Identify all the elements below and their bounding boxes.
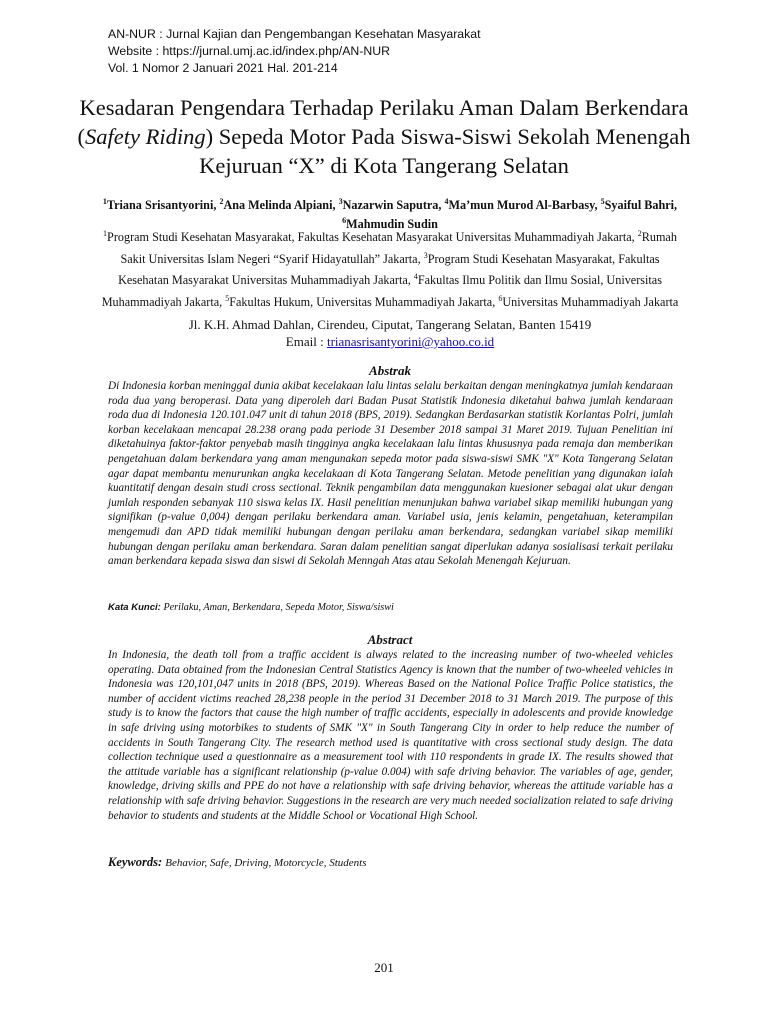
journal-name: AN-NUR : Jurnal Kajian dan Pengembangan Kesehatan Masyarakat xyxy=(108,27,481,41)
author-sup: 2 xyxy=(219,197,224,206)
affiliation-list xyxy=(95,225,685,311)
keywords-label: Keywords: xyxy=(108,855,166,869)
author-name: Nazarwin Saputra, xyxy=(342,198,445,213)
affiliation-text: Rumah Sakit Universitas Islam Negeri “Syarif Hidayatullah” Jakarta, xyxy=(120,230,677,266)
affiliation-text: Fakultas Ilmu Politik dan Ilmu Sosial, Universitas Muhammadiyah Jakarta, xyxy=(101,273,662,309)
author-sup: 6 xyxy=(342,216,347,226)
affiliation-text: Program Studi Kesehatan Masyarakat, Fakultas Kesehatan Masyarakat Universitas Muhammadiyah Jakarta, xyxy=(118,251,660,288)
affiliation-sup: 4 xyxy=(413,272,418,282)
author-name: Triana Srisantyorini, xyxy=(106,198,220,213)
kata-kunci-text: Perilaku, Aman, Berkendara, Sepeda Motor, Siswa/siswi xyxy=(163,602,394,613)
keywords xyxy=(108,855,673,870)
email-label: Email : xyxy=(285,334,327,349)
title-part-3: ) Sepeda Motor Pada Siswa-Siswi Sekolah Menengah Kejuruan “X” di Kota Tangerang Selatan xyxy=(199,124,691,178)
author-name: Mahmudin Sudin xyxy=(346,217,438,232)
affiliation-sup: 1 xyxy=(103,229,108,238)
title-part-2: Safety Riding xyxy=(84,124,206,149)
affiliation-text: Program Studi Kesehatan Masyarakat, Fakultas Kesehatan Masyarakat Universitas Muhammadiyah Jakarta, xyxy=(107,230,638,245)
kata-kunci-label: Kata Kunci: xyxy=(108,602,164,613)
abstrak-heading: Abstrak xyxy=(369,363,411,378)
affiliation-text: Universitas Muhammadiyah Jakarta xyxy=(502,294,679,309)
postal-address: Jl. K.H. Ahmad Dahlan, Cirendeu, Ciputat, Tangerang Selatan, Banten 15419 xyxy=(188,317,592,332)
abstract-body: In Indonesia, the death toll from a traffic accident is always related to the increasing number of two-wheeled vehicles operating. Data obtained from the Indonesian Central Statistics Agency is known that the number of two-wheeled vehicles in Indonesia was 120,101,047 units in 2018 (BPS, 2019). Whereas Based on the National Police Traffic Police statistics, the number of accident victims reached 28,238 people in the period 31 December 2018 to 31 March 2019. The purpose of this study is to know the factors that cause the high number of traffic accidents, especially in adolescents and provide knowledge in safe driving using motorbikes to students of SMK "X" in South Tangerang City in order to help reduce the number of accidents in South Tangerang City. The research method used is quantitative with cross sectional study design. The data collection technique used a questionnaire as a measurement tool with 110 respondents in grade IX. The results showed that the attitude variable has a significant relationship (p-value 0.004) with safe driving behavior. The variables of age, gender, knowledge, driving skills and PPE do not have a relationship with safe driving behavior, whereas the attitude variable has a relationship with safe driving behavior. Suggestions in the research are very much needed socialization related to safe driving behavior to students and students at the Middle School or Vocational High School. xyxy=(108,649,673,822)
affiliation-sup: 2 xyxy=(637,229,642,238)
keywords-text: Behavior, Safe, Driving, Motorcycle, Students xyxy=(165,857,367,869)
page-number: 201 xyxy=(374,960,394,975)
author-name: Ma’mun Murod Al-Barbasy, xyxy=(448,198,601,213)
author-name: Syaiful Bahri, xyxy=(604,198,678,213)
title-part-1: Kesadaran Pengendara Terhadap Perilaku Aman Dalam Berkendara ( xyxy=(77,95,689,149)
journal-header xyxy=(108,26,708,77)
affiliation-sup: 5 xyxy=(225,293,230,303)
journal-website: Website : https://jurnal.umj.ac.id/index.php/AN-NUR xyxy=(108,44,391,58)
affiliation-sup: 6 xyxy=(498,293,503,303)
author-sup: 3 xyxy=(338,197,343,206)
abstract-heading: Abstract xyxy=(367,632,413,647)
email-line xyxy=(100,333,680,350)
paper-title xyxy=(60,93,708,180)
affiliation-sup: 3 xyxy=(423,250,428,260)
author-name: Ana Melinda Alpiani, xyxy=(223,198,339,213)
affiliation-text: Fakultas Hukum, Universitas Muhammadiyah Jakarta, xyxy=(229,294,499,309)
author-sup: 5 xyxy=(600,197,605,206)
author-sup: 4 xyxy=(444,197,449,206)
author-sup: 1 xyxy=(102,197,107,206)
abstrak-body: Di Indonesia korban meninggal dunia akibat kecelakaan lalu lintas selalu berkaitan dengan meningkatnya jumlah kendaraan roda dua yang beroperasi. Data yang diperoleh dari Badan Pusat Statistik Indonesia diketahui bahwa jumlah kendaraan roda dua di Indonesia 120.101.047 unit di tahun 2018 (BPS, 2019). Sedangkan Berdasarkan statistik Korlantas Polri, jumlah korban kecelakaan mencapai 28.238 orang pada periode 31 Desember 2018 sampai 31 Maret 2019. Tujuan Penelitian ini diketahuinya faktor-faktor penyebab masih tingginya angka kecelakaan lalu lintas khususnya pada remaja dan memberikan pengetahuan dalam berkendara yang aman mengunakan sepeda motor pada siswa-siswi SMK "X" Kota Tangerang Selatan agar dapat membantu menurunkan angka kecelakaan di Kota Tangerang Selatan. Metode penelitian yang digunakan ialah kuantitatif dengan desain studi cross sectional. Teknik pengambilan data menggunakan kuesioner sebagai alat ukur dengan jumlah responden sebanyak 110 siswa kelas IX. Hasil penelitian menunjukan bahwa variabel sikap memiliki hubungan yang signifikan (p-value 0,004) dengan perilaku berkendara aman. Variabel usia, jenis kelamin, pengetahuan, keterampilan mengemudi dan APD tidak memiliki hubungan dengan perilaku aman berkendara, sedangkan variabel sikap memiliki hubungan dengan perilaku aman berkendara. Saran dalam penelitian sangat diperlukan adanya sosialisasi terkait perilaku aman berkendara kepada siswa dan siswi di Sekolah Menngah Atas atau Sekolah Menengah Kejuruan. xyxy=(108,380,673,568)
email-link[interactable]: trianasrisantyorini@yahoo.co.id xyxy=(326,334,495,349)
address-block xyxy=(100,316,680,350)
journal-volume: Vol. 1 Nomor 2 Januari 2021 Hal. 201-214 xyxy=(108,61,338,75)
kata-kunci xyxy=(108,602,673,613)
